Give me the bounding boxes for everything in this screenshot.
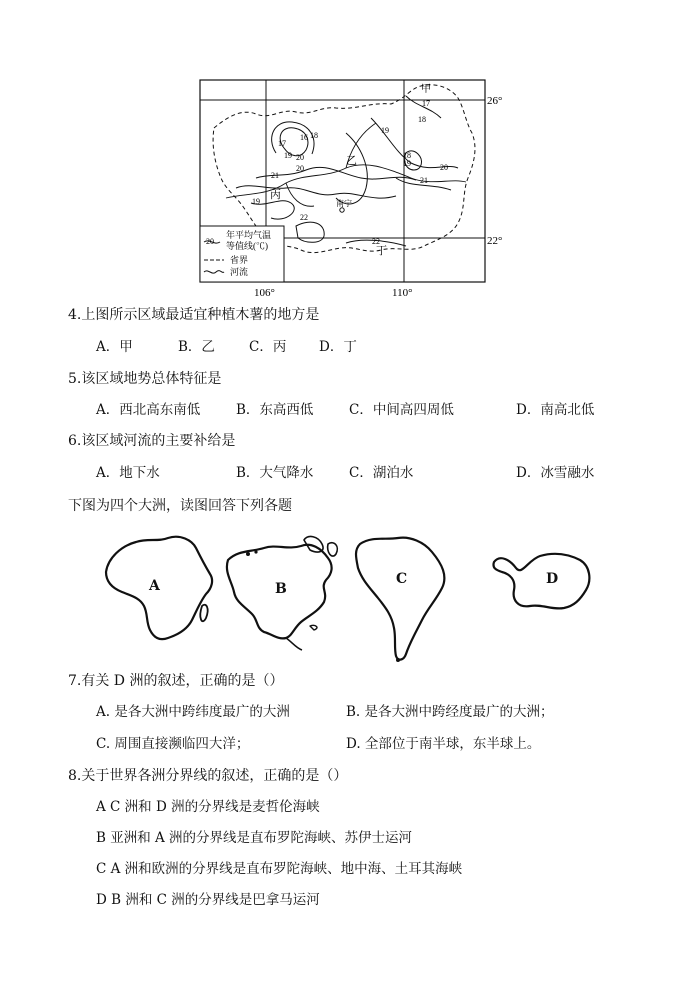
q4-stem: 4.上图所示区域最适宜种植木薯的地方是 xyxy=(68,307,320,323)
q8-option-c[interactable]: C A 洲和欧洲的分界线是直布罗陀海峡、地中海、土耳其海峡 xyxy=(96,861,463,877)
q5-option-b[interactable]: B．东高西低 xyxy=(236,402,314,418)
q7-stem: 7.有关 D 洲的叙述，正确的是（） xyxy=(68,673,284,689)
place-nanning: 南宁 xyxy=(336,199,352,208)
isotherm-label: 22 xyxy=(300,213,308,222)
map-drawing xyxy=(196,78,526,300)
q7-option-c[interactable]: C. 周围直接濒临四大洋； xyxy=(96,736,250,752)
q7-option-a[interactable]: A. 是各大洲中跨纬度最广的大洲 xyxy=(96,704,290,720)
continent-label-b: B xyxy=(275,581,287,597)
q6-option-c[interactable]: C．湖泊水 xyxy=(349,465,414,481)
q5-option-d[interactable]: D．南高北低 xyxy=(516,402,595,418)
q7-option-d[interactable]: D. 全部位于南半球，东半球上。 xyxy=(346,736,541,752)
isotherm-label: 21 xyxy=(271,171,279,180)
q5-option-c[interactable]: C．中间高四周低 xyxy=(349,402,454,418)
continent-label-d: D xyxy=(546,571,559,587)
isotherm-label: 20 xyxy=(296,153,304,162)
continent-south-america xyxy=(356,538,444,660)
lon-106-label: 106° xyxy=(254,287,275,299)
isotherm-label: 22 xyxy=(372,237,380,246)
contour-map xyxy=(196,78,526,300)
q4-option-d[interactable]: D．丁 xyxy=(319,339,357,355)
isotherm-label: 18 xyxy=(403,151,411,160)
lon-110-label: 110° xyxy=(392,287,413,299)
continent-antarctica xyxy=(493,554,589,608)
isotherm-label: 16 xyxy=(300,133,308,142)
q6-option-d[interactable]: D．冰雪融水 xyxy=(516,465,595,481)
isotherm-label: 17 xyxy=(422,99,430,108)
isotherm-label: 18 xyxy=(418,115,426,124)
q4-option-b[interactable]: B．乙 xyxy=(178,339,215,355)
q5-option-a[interactable]: A．西北高东南低 xyxy=(96,402,201,418)
isotherm-label: 20 xyxy=(296,164,304,173)
lat-22-label: 22° xyxy=(487,235,503,247)
q6-option-b[interactable]: B．大气降水 xyxy=(236,465,314,481)
q5-stem: 5.该区域地势总体特征是 xyxy=(68,371,222,387)
isotherm-label: 21 xyxy=(420,176,428,185)
isotherm-label: 18 xyxy=(310,131,318,140)
place-ding: 丁 xyxy=(376,245,387,257)
q8-stem: 8.关于世界各洲分界线的叙述，正确的是（） xyxy=(68,768,348,784)
continents-intro: 下图为四个大洲，读图回答下列各题 xyxy=(68,498,292,514)
q8-option-d[interactable]: D B 洲和 C 洲的分界线是巴拿马运河 xyxy=(96,892,320,908)
lat-26-label: 26° xyxy=(487,95,503,107)
isotherm-label: 17 xyxy=(278,139,286,148)
continent-label-c: C xyxy=(396,571,408,587)
q8-option-b[interactable]: B 亚洲和 A 洲的分界线是直布罗陀海峡、苏伊士运河 xyxy=(96,830,413,846)
q7-option-b[interactable]: B. 是各大洲中跨经度最广的大洲； xyxy=(346,704,554,720)
isotherm-label: 19 xyxy=(403,159,411,168)
place-bing: 丙 xyxy=(270,189,281,201)
q6-option-a[interactable]: A．地下水 xyxy=(96,465,160,481)
isotherm-label: 19 xyxy=(284,151,292,160)
place-jia: 甲 xyxy=(421,84,431,95)
isotherm-label: 20 xyxy=(440,163,448,172)
legend-boundary: 省界 xyxy=(230,255,249,265)
legend-isotherm-line2: 等值线(℃) xyxy=(226,241,268,251)
place-yi: 乙 xyxy=(346,155,357,167)
legend-river: 河流 xyxy=(230,267,249,277)
continents-drawing xyxy=(96,530,596,665)
q4-option-a[interactable]: A．甲 xyxy=(96,339,133,355)
q4-option-c[interactable]: C．丙 xyxy=(249,339,287,355)
continents-figure xyxy=(96,530,596,665)
isotherm-label: 19 xyxy=(252,197,260,206)
legend-isotherm-value: 20 xyxy=(206,237,214,246)
nanning-dot xyxy=(340,208,344,212)
continent-label-a: A xyxy=(149,578,160,594)
legend-isotherm-line1: 年平均气温 xyxy=(226,230,272,240)
q8-option-a[interactable]: A C 洲和 D 洲的分界线是麦哲伦海峡 xyxy=(96,799,320,815)
q6-stem: 6.该区域河流的主要补给是 xyxy=(68,433,236,449)
isotherm-label: 19 xyxy=(381,126,389,135)
